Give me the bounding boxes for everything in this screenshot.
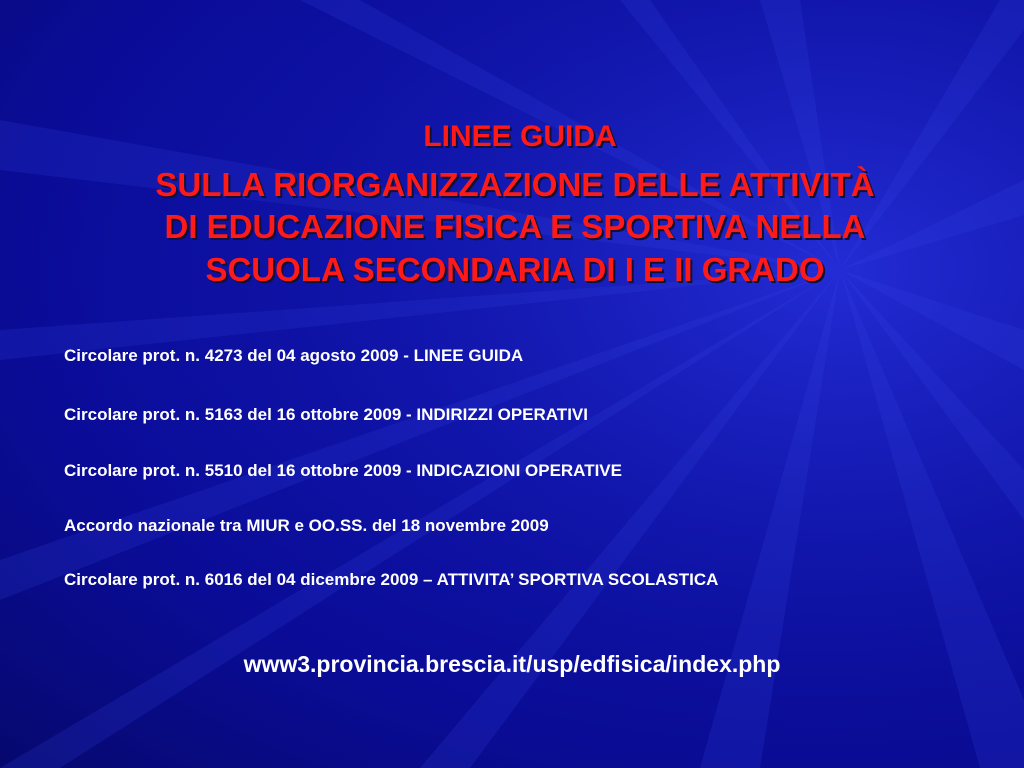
title-line-4: SCUOLA SECONDARIA DI I E II GRADO [205,251,825,288]
circolare-6016: Circolare prot. n. 6016 del 04 dicembre 2009 – ATTIVITA’ SPORTIVA SCOLASTICA [64,570,719,589]
title-line-1: LINEE GUIDA [423,120,617,153]
circolare-5163: Circolare prot. n. 5163 del 16 ottobre 2009 - INDIRIZZI OPERATIVI [64,405,588,424]
circolare-5510: Circolare prot. n. 5510 del 16 ottobre 2009 - INDICAZIONI OPERATIVE [64,461,622,480]
title-line-2: SULLA RIORGANIZZAZIONE DELLE ATTIVITÀ [155,166,875,203]
website-link[interactable]: www3.provincia.brescia.it/usp/edfisica/index.php [243,651,781,677]
accordo-nazionale: Accordo nazionale tra MIUR e OO.SS. del 18 novembre 2009 [64,516,549,535]
title-line-3: DI EDUCAZIONE FISICA E SPORTIVA NELLA [164,208,866,245]
circolare-4273: Circolare prot. n. 4273 del 04 agosto 2009 - LINEE GUIDA [64,346,524,365]
